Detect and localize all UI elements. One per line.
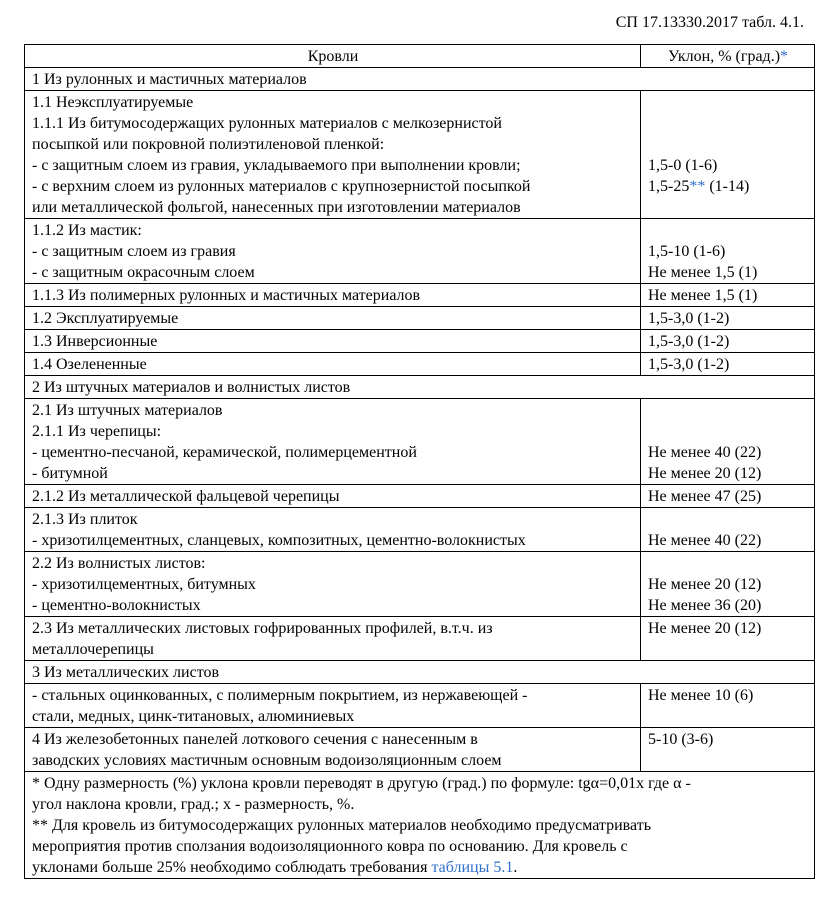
- row-text: [25, 508, 641, 552]
- row-line: - хризотилцементных, битумных: [32, 576, 256, 593]
- table-row: [25, 284, 815, 307]
- row-value: 1,5-3,0 (1-2): [641, 307, 815, 330]
- table-row: [25, 353, 815, 376]
- roof-slope-table: [24, 44, 815, 879]
- row-line: 2.2 Из волнистых листов:: [32, 555, 206, 572]
- slope-value: Не менее 1,5 (1): [648, 264, 758, 281]
- table-row: [25, 376, 815, 399]
- footnote-line: мероприятия против сползания водоизоляционного ковра по основанию. Для кровель с: [32, 838, 628, 855]
- table-footnotes-row: [25, 772, 815, 879]
- footnotes: [25, 772, 815, 879]
- table-row: [25, 661, 815, 684]
- footnote-text: уклонами больше 25% необходимо соблюдать требования: [32, 859, 432, 876]
- row-value: [641, 219, 815, 284]
- row-value: Не менее 10 (6): [641, 684, 815, 728]
- slope-value: [648, 176, 808, 197]
- row-line: - битумной: [32, 465, 108, 482]
- slope-value: Не менее 36 (20): [648, 597, 762, 614]
- row-value: 5-10 (3-6): [641, 728, 815, 772]
- section-title: 2 Из штучных материалов и волнистых листов: [25, 376, 815, 399]
- footnote-line: * Одну размерность (%) уклона кровли переводят в другую (град.) по формуле: tgα=0,01х где α -: [32, 775, 691, 792]
- footnote-mark-link[interactable]: **: [689, 178, 706, 195]
- row-line: заводских условиях мастичным основным водоизоляционным слоем: [32, 752, 502, 769]
- table-caption: СП 17.13330.2017 табл. 4.1.: [615, 14, 804, 31]
- row-line: - с защитным слоем из гравия, укладываемого при выполнении кровли;: [32, 157, 521, 174]
- row-value: [641, 508, 815, 552]
- table-row: [25, 399, 815, 485]
- footnote-mark-link[interactable]: *: [780, 48, 789, 65]
- footnote-text: .: [513, 859, 518, 876]
- slope-value: 1,5-0 (1-6): [648, 157, 718, 174]
- row-line: - с защитным окрасочным слоем: [32, 264, 255, 281]
- row-line: 1.1 Неэксплуатируемые: [32, 94, 194, 111]
- row-value: [641, 399, 815, 485]
- row-line: металлочерепицы: [32, 641, 154, 658]
- header-slope-label: Уклон, % (град.): [667, 48, 781, 65]
- row-text: 1.3 Инверсионные: [25, 330, 641, 353]
- slope-value: Не менее 40 (22): [648, 444, 762, 461]
- table-row: [25, 307, 815, 330]
- table-row: [25, 485, 815, 508]
- row-line: стали, медных, цинк-титановых, алюминиевых: [32, 708, 355, 725]
- table-row: [25, 728, 815, 772]
- row-text: 1.2 Эксплуатируемые: [25, 307, 641, 330]
- footnote-line: [32, 857, 808, 878]
- table-row: [25, 617, 815, 661]
- header-slope: [641, 45, 815, 68]
- row-line: 2.3 Из металлических листовых гофрированных профилей, в.т.ч. из: [32, 620, 493, 637]
- slope-value-part: (1-14): [705, 178, 750, 195]
- row-line: 1.1.1 Из битумосодержащих рулонных материалов с мелкозернистой: [32, 115, 502, 132]
- table-row: [25, 508, 815, 552]
- section-title: 1 Из рулонных и мастичных материалов: [25, 68, 815, 91]
- footnote-line: ** Для кровель из битумосодержащих рулонных материалов необходимо предусматривать: [32, 817, 651, 834]
- table-row: [25, 330, 815, 353]
- row-value: 1,5-3,0 (1-2): [641, 353, 815, 376]
- slope-value: Не менее 20 (12): [648, 576, 762, 593]
- row-value: Не менее 1,5 (1): [641, 284, 815, 307]
- row-line: 2.1.3 Из плиток: [32, 511, 138, 528]
- slope-value-part: 1,5-25: [648, 178, 690, 195]
- row-text: [25, 399, 641, 485]
- row-text: [25, 684, 641, 728]
- slope-value: 1,5-10 (1-6): [648, 243, 726, 260]
- row-text: [25, 728, 641, 772]
- table-row: [25, 219, 815, 284]
- footnote-line: угол наклона кровли, град.; х - размерность, %.: [32, 796, 355, 813]
- row-line: 2.1.1 Из черепицы:: [32, 423, 162, 440]
- table-header-row: [25, 45, 815, 68]
- row-text: [25, 617, 641, 661]
- table-row: [25, 552, 815, 617]
- row-line: 1.1.2 Из мастик:: [32, 222, 142, 239]
- header-roofs: Кровли: [25, 45, 641, 68]
- row-value: 1,5-3,0 (1-2): [641, 330, 815, 353]
- slope-value: Не менее 40 (22): [648, 532, 762, 549]
- table-5-1-link[interactable]: таблицы 5.1: [431, 859, 514, 876]
- row-line: или металлической фольгой, нанесенных при изготовлении материалов: [32, 199, 521, 216]
- row-value: Не менее 20 (12): [641, 617, 815, 661]
- row-line: - хризотилцементных, сланцевых, композитных, цементно-волокнистых: [32, 532, 526, 549]
- row-line: - цементно-песчаной, керамической, полимерцементной: [32, 444, 417, 461]
- table-row: [25, 684, 815, 728]
- table-row: [25, 91, 815, 219]
- table-row: [25, 68, 815, 91]
- row-line: - с защитным слоем из гравия: [32, 243, 236, 260]
- slope-value: Не менее 20 (12): [648, 465, 762, 482]
- row-text: 1.4 Озелененные: [25, 353, 641, 376]
- row-text: 1.1.3 Из полимерных рулонных и мастичных материалов: [25, 284, 641, 307]
- section-title: 3 Из металлических листов: [25, 661, 815, 684]
- row-line: 2.1 Из штучных материалов: [32, 402, 223, 419]
- row-line: 4 Из железобетонных панелей лоткового сечения с нанесенным в: [32, 731, 478, 748]
- row-text: [25, 552, 641, 617]
- row-text: 2.1.2 Из металлической фальцевой черепицы: [25, 485, 641, 508]
- row-text: [25, 91, 641, 219]
- row-text: [25, 219, 641, 284]
- row-value: [641, 552, 815, 617]
- row-value: [641, 91, 815, 219]
- row-line: - стальных оцинкованных, с полимерным покрытием, из нержавеющей -: [32, 687, 528, 704]
- row-line: - цементно-волокнистых: [32, 597, 201, 614]
- row-line: посыпкой или покровной полиэтиленовой пленкой:: [32, 136, 385, 153]
- row-line: - с верхним слоем из рулонных материалов с крупнозернистой посыпкой: [32, 178, 531, 195]
- row-value: Не менее 47 (25): [641, 485, 815, 508]
